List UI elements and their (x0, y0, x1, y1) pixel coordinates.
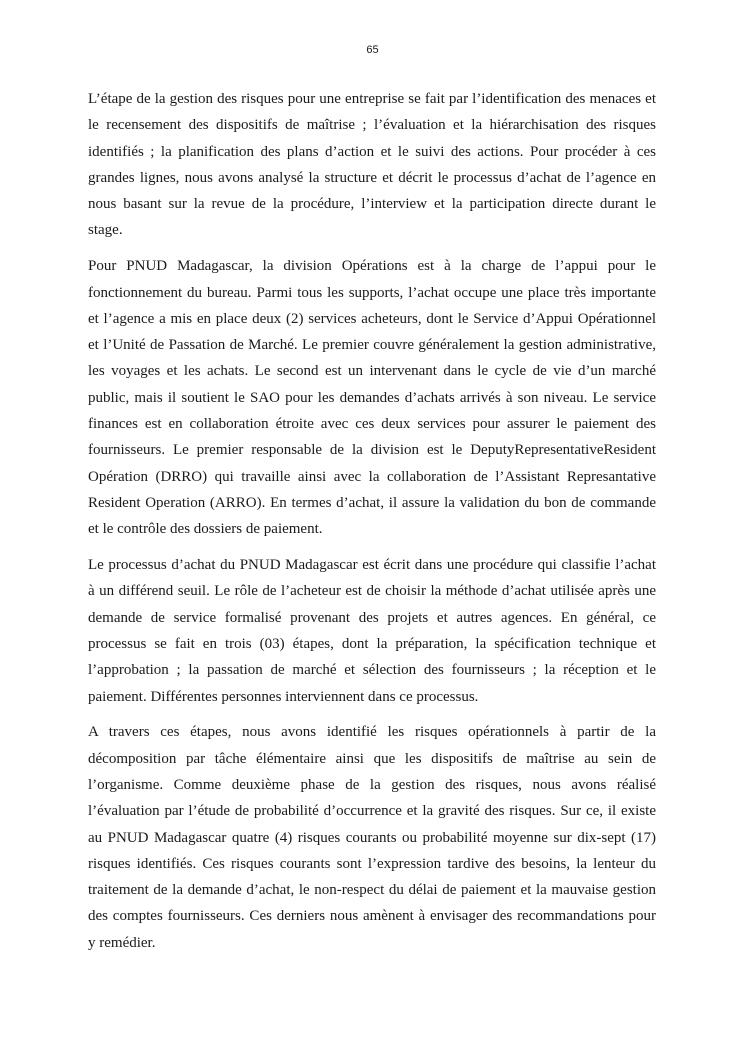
text-line: Opération (DRRO) qui travaille ainsi avec la collaboration de l’Assistant Represantative (88, 468, 656, 485)
text-line: l’organisme. Comme deuxième phase de la gestion des risques, nous avons réalisé (88, 776, 656, 793)
text-line: au PNUD Madagascar quatre (4) risques courants ou probabilité moyenne sur dix-sept (17) (88, 829, 656, 846)
text-line: processus se fait en trois (03) étapes, dont la préparation, la spécification technique et (88, 635, 656, 652)
text-line: traitement de la demande d’achat, le non-respect du délai de paiement et la mauvaise gestion (88, 882, 656, 899)
text-line: L’étape de la gestion des risques pour une entreprise se fait par l’identification des menaces et (88, 91, 656, 107)
paragraph (88, 554, 656, 712)
text-line: public, mais il soutient le SAO pour les demandes d’achats arrivés à son niveau. Le service (88, 389, 656, 406)
text-line: risques identifiés. Ces risques courants sont l’expression tardive des besoins, la lenteur du (88, 855, 656, 872)
text-line: l’approbation ; la passation de marché et sélection des fournisseurs ; la réception et le (88, 662, 656, 679)
paragraph (88, 721, 656, 958)
document-body (88, 88, 656, 968)
text-line: nous basant sur la revue de la procédure, l’interview et la participation directe durant le (88, 196, 656, 213)
page-number: 65 (366, 44, 379, 56)
text-line: et le contrôle des dossiers de paiement. (88, 521, 323, 538)
text-line: et l’Unité de Passation de Marché. Le premier couvre généralement la gestion administrative, (88, 337, 656, 354)
text-line: identifiés ; la planification des plans d’action et le suivi des actions. Pour procéder à ces (88, 143, 656, 160)
text-line: A travers ces étapes, nous avons identifié les risques opérationnels à partir de la (88, 724, 656, 741)
text-line: décomposition par tâche élémentaire ainsi que les dispositifs de maîtrise au sein de (88, 750, 656, 767)
text-line: les voyages et les achats. Le second est un intervenant dans le cycle de vie d’un marché (88, 363, 656, 380)
text-line: y remédier. (88, 934, 156, 951)
text-line: et l’agence a mis en place deux (2) services acheteurs, dont le Service d’Appui Opérationnel (88, 310, 656, 327)
paragraph (88, 88, 656, 246)
text-line: demande de service formalisé provenant des projets et autres agences. En général, ce (88, 609, 656, 626)
text-line: à un différend seuil. Le rôle de l’acheteur est de choisir la méthode d’achat utilisée après une (88, 583, 656, 600)
text-line: fournisseurs. Le premier responsable de la division est le DeputyRepresentativeResident (88, 442, 656, 459)
text-line: Le processus d’achat du PNUD Madagascar est écrit dans une procédure qui classifie l’achat (88, 557, 656, 574)
text-line: finances est en collaboration étroite avec ces deux services pour assurer le paiement des (88, 416, 656, 433)
text-line: Resident Operation (ARRO). En termes d’achat, il assure la validation du bon de commande (88, 494, 656, 511)
text-line: paiement. Différentes personnes interviennent dans ce processus. (88, 688, 479, 705)
text-line: fonctionnement du bureau. Parmi tous les supports, l’achat occupe une place très importante (88, 284, 656, 301)
text-line: l’évaluation par l’étude de probabilité d’occurrence et la gravité des risques. Sur ce, il existe (88, 803, 656, 820)
text-line: Pour PNUD Madagascar, la division Opérations est à la charge de l’appui pour le (88, 258, 656, 275)
text-line: stage. (88, 222, 123, 239)
text-line: des comptes fournisseurs. Ces derniers nous amènent à envisager des recommandations pour (88, 908, 656, 925)
text-line: grandes lignes, nous avons analysé la structure et décrit le processus d’achat de l’agence en (88, 169, 656, 186)
paragraph (88, 255, 656, 544)
text-line: le recensement des dispositifs de maîtrise ; l’évaluation et la hiérarchisation des risques (88, 117, 656, 134)
